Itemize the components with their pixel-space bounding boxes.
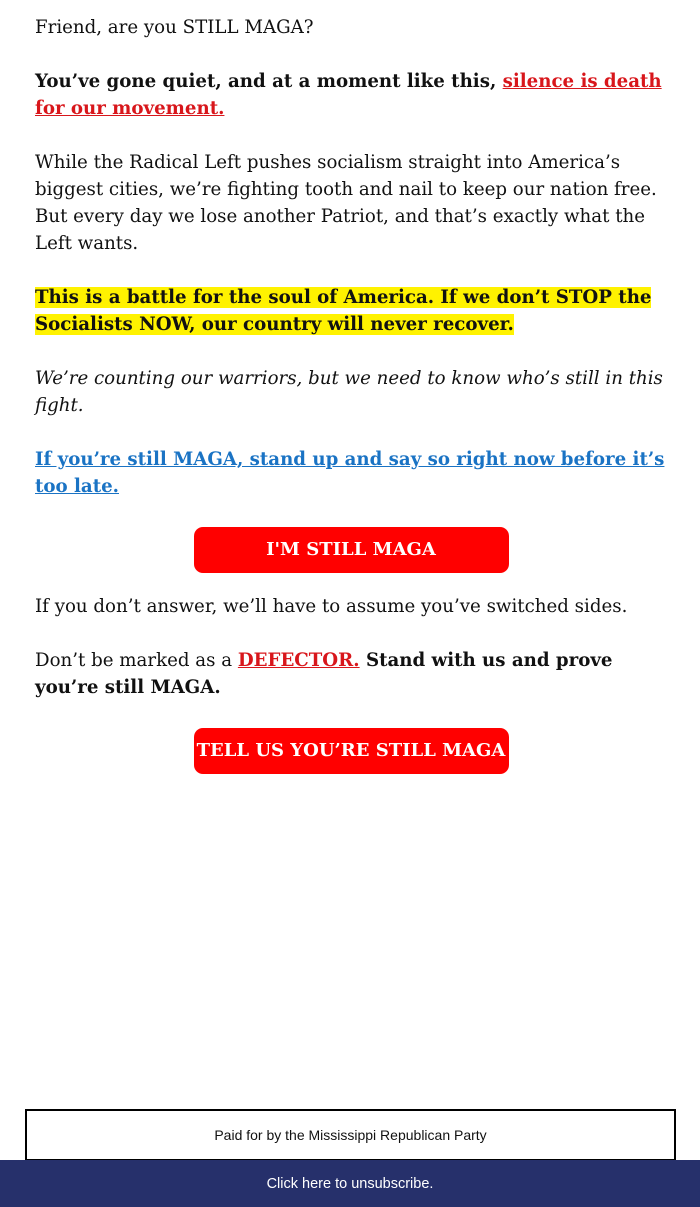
footer-bar [0, 1160, 700, 1207]
unsubscribe-link[interactable]: Click here to unsubscribe. [266, 1175, 434, 1192]
cta-container-2 [35, 728, 667, 774]
cta-container-1 [35, 527, 667, 573]
defector-link[interactable]: DEFECTOR. [237, 650, 360, 671]
paid-for-text: Paid for by the Mississippi Republican Party [214, 1127, 487, 1143]
stand-up-link[interactable]: If you’re still MAGA, stand up and say so right now before it’s too late. [35, 449, 665, 497]
still-maga-button[interactable]: I'M STILL MAGA [194, 527, 509, 573]
switched-sides-paragraph: If you don’t answer, we’ll have to assume you’ve switched sides. [35, 596, 628, 617]
tell-us-button[interactable]: TELL US YOU’RE STILL MAGA [194, 728, 509, 774]
defector-pre-text: Don’t be marked as a [35, 650, 238, 671]
stand-up-paragraph [35, 446, 667, 500]
battle-highlight-text: This is a battle for the soul of America. If we don’t STOP the Socialists NOW, our country will never recover. [35, 287, 652, 335]
battle-paragraph [35, 284, 667, 338]
defector-paragraph [35, 647, 667, 701]
silence-link[interactable]: silence is death for our movement. [35, 71, 662, 119]
paid-for-disclaimer [25, 1109, 676, 1161]
warriors-paragraph: We’re counting our warriors, but we need to know who’s still in this fight. [35, 368, 663, 416]
quiet-bold-text: You’ve gone quiet, and at a moment like this, [35, 71, 503, 92]
greeting-text: Friend, are you STILL MAGA? [35, 17, 314, 38]
email-body [35, 14, 667, 794]
quiet-paragraph [35, 68, 667, 122]
radical-left-paragraph: While the Radical Left pushes socialism straight into America’s biggest cities, we’re fighting tooth and nail to keep our nation free. But every day we lose another Patriot, and that’s exactly what the Left wants. [35, 152, 657, 254]
defector-bold-text: Stand with us and prove you’re still MAGA. [35, 650, 613, 698]
